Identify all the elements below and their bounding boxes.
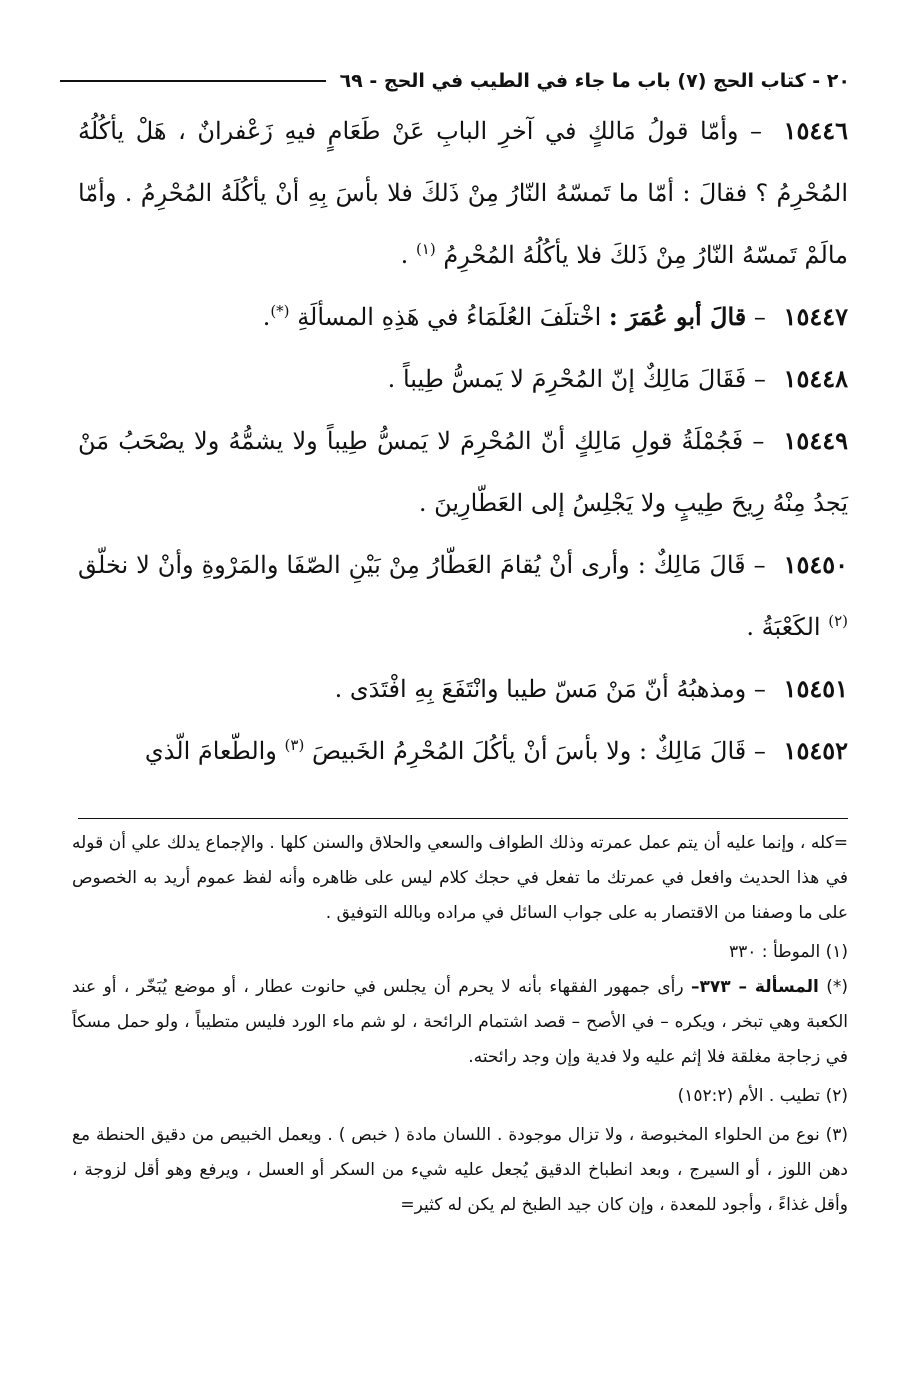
paragraph-15446: [78, 100, 848, 286]
paragraph-end: .: [746, 613, 755, 641]
paragraph-text: قَالَ مَالِكٌ : وأرى أنْ يُقامَ العَطّارُ مِنْ بَيْنِ الصّفَا والمَرْوةِ وأنْ لا نخلّق: [78, 551, 746, 579]
footnote-star: [72, 970, 848, 1075]
header-title: ٢٠ - كتاب الحج (٧) باب ما جاء في الطيب في الحج - ٦٩: [339, 70, 850, 92]
paragraph-end: .: [262, 303, 271, 331]
footnotes: [72, 826, 848, 1223]
footnote-label: (٣): [825, 1125, 848, 1145]
footnote-label: (١): [825, 942, 848, 962]
footnote-ref[interactable]: (٣): [284, 736, 305, 754]
paragraph-15448: [78, 348, 848, 410]
dash: –: [753, 675, 766, 703]
footnote-text: تطيب . الأم (١٥٢:٢): [677, 1086, 821, 1106]
paragraph-end: .: [387, 365, 396, 393]
paragraph-text: فَجُمْلَةُ قولِ مَالِكٍ أنّ المُحْرِمَ لا يَمسُّ طِيباً ولا يشمُّهُ ولا يصْحَبُ مَنْ يَجدُ مِنْهُ رِيحَ طِيبٍ ولا يَجْلِسُ إلى العَطّارِينَ: [78, 427, 848, 517]
footnote-continuation: [72, 826, 848, 931]
dash: –: [752, 427, 765, 455]
paragraph-end: .: [418, 489, 427, 517]
paragraph-text: وأمّا قولُ مَالكٍ في آخرِ البابِ عَنْ طَعَامٍ فيهِ زَعْفرانٌ ، هَلْ يأكُلُهُ المُحْرِمُ ؟ فقالَ : أمّا ما تَمسّهُ النّارُ مِنْ ذَلكَ فلا بأسَ بِهِ أنْ يأكُلَهُ المُحْرِمُ . وأمّا مالَمْ تَمسّهُ النّارُ مِنْ ذَلكَ فلا يأكُلُهُ المُحْرِمُ: [78, 117, 848, 269]
dash: –: [750, 117, 763, 145]
footnote-text: رأى جمهور الفقهاء بأنه لا يحرم أن يجلس في حانوت عطار ، أو موضع يُبَخّر ، أو عند الكعبة وهي تبخر ، ويكره – في الأصح – قصد اشتمام الرائحة ، لو شم ماء الورد فليس متطيباً ، ولو حمل مسكاً في زجاجة مغلقة فلا إثم عليه ولا فدية وإن وجد رائحته.: [72, 977, 848, 1067]
paragraph-number: ١٥٤٥١: [783, 674, 848, 703]
paragraph-15449: [78, 410, 848, 534]
footnote-ref[interactable]: (*): [270, 302, 290, 320]
footnote-ref[interactable]: (١): [415, 240, 436, 258]
paragraph-text: فَقَالَ مَالِكٌ إنّ المُحْرِمَ لا يَمسُّ طِيباً: [402, 365, 747, 393]
paragraph-text: ومذهبُهُ أنّ مَنْ مَسّ طيبا وانْتَفَعَ بِهِ افْتَدَى: [349, 675, 747, 703]
dash: –: [753, 737, 766, 765]
header-rule: [60, 80, 326, 82]
paragraph-number: ١٥٤٤٩: [783, 426, 848, 455]
footnote-text: الموطأ : ٣٣٠: [729, 942, 821, 962]
paragraph-number: ١٥٤٤٨: [783, 364, 848, 393]
running-header: [60, 52, 850, 92]
footnote-text: نوع من الحلواء المخبوصة ، ولا تزال موجودة . اللسان مادة ( خبص ) . ويعمل الخبيص من دقيق الحنطة مع دهن اللوز ، أو السيرج ، وبعد انطباخ الدقيق يُجعل عليه شيء من السكر أو العسل ، ويرفع وهو أقل لزوجة ، وأقل غذاءً ، وأجود للمعدة ، وإن كان جيد الطبخ لم يكن له كثير=: [72, 1125, 848, 1215]
footnote-label: (٢): [825, 1086, 848, 1106]
footnote-text: =كله ، وإنما عليه أن يتم عمل عمرته وذلك الطواف والسعي والحلاق والسنن كلها . والإجماع يدلك علي أن قوله في هذا الحديث وافعل في عمرتك ما تفعل في حجك كلام ليس على ظاهره وأنه لفظ عموم أريد به الخصوص على ما وصفنا من الاقتصار به على جواب السائل في مراده وبالله التوفيق .: [72, 833, 848, 923]
paragraph-end: .: [400, 241, 409, 269]
paragraph-15451: [78, 658, 848, 720]
dash: –: [753, 551, 766, 579]
speaker-lead: قالَ أبو عُمَرَ :: [608, 302, 747, 331]
paragraph-text-continued: الكَعْبَةُ: [761, 613, 821, 641]
dash: –: [753, 303, 766, 331]
paragraph-text-continued: والطّعامَ الّذي: [144, 737, 277, 765]
paragraph-text: اخْتلَفَ العُلَمَاءُ في هَذِهِ المسألَةِ: [297, 303, 602, 331]
footnote-1: [72, 935, 848, 970]
paragraph-end: .: [334, 675, 343, 703]
footnote-ref[interactable]: (٢): [828, 612, 848, 630]
main-text: [78, 100, 848, 782]
dash: –: [753, 365, 766, 393]
footnote-label: (*): [826, 977, 849, 997]
paragraph-number: ١٥٤٤٦: [783, 116, 848, 145]
paragraph-number: ١٥٤٤٧: [783, 302, 848, 331]
paragraph-15450: [78, 534, 848, 658]
paragraph-15452: [78, 720, 848, 782]
paragraph-text: قَالَ مَالِكٌ : ولا بأسَ أنْ يأكُلَ المُحْرِمُ الخَبيصَ: [311, 737, 747, 765]
footnote-separator: [78, 818, 848, 819]
paragraph-number: ١٥٤٥٠: [783, 550, 849, 579]
paragraph-15447: [78, 286, 848, 348]
footnote-3: [72, 1118, 848, 1223]
footnote-lead: المسألة – ٣٧٣–: [690, 977, 819, 997]
footnote-2: [72, 1079, 848, 1114]
paragraph-number: ١٥٤٥٢: [783, 736, 848, 765]
